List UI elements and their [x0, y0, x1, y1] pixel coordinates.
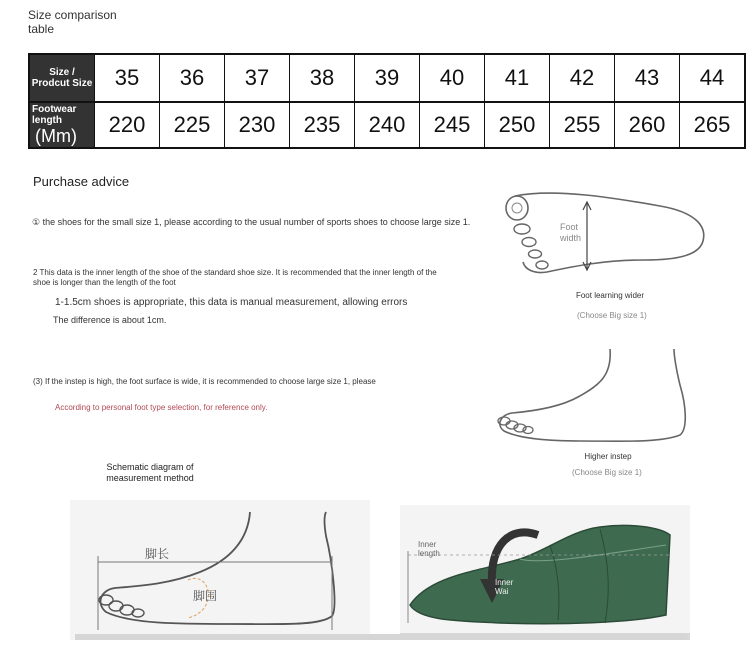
inner-length-label: Inner length — [418, 540, 440, 558]
caption-choose-big-1: (Choose Big size 1) — [577, 311, 647, 320]
caption-foot-wider: Foot learning wider — [575, 291, 645, 300]
foot-width-label: Foot width — [560, 222, 582, 243]
size-header-cell: Size / Prodcut Size — [30, 55, 94, 101]
length-cell: 245 — [419, 101, 484, 147]
page-title: Size comparison table — [28, 8, 117, 36]
size-cell: 43 — [614, 55, 679, 101]
size-cell: 42 — [549, 55, 614, 101]
advice-note-6: According to personal foot type selection, for reference only. — [55, 403, 268, 412]
length-cell: 230 — [224, 101, 289, 147]
length-cell: 235 — [289, 101, 354, 147]
length-header-cell — [30, 101, 94, 147]
size-cell: 41 — [484, 55, 549, 101]
foot-length-label: 脚长 — [145, 547, 170, 561]
length-header-unit: (Mm) — [35, 125, 77, 146]
size-cell: 35 — [94, 55, 159, 101]
caption-choose-big-2: (Choose Big size 1) — [572, 468, 642, 477]
size-table — [28, 53, 746, 149]
diagram-title: Schematic diagram of measurement method — [106, 462, 194, 483]
length-cell: 220 — [94, 101, 159, 147]
foot-top-view-illustration — [495, 186, 715, 278]
foot-circumference-label: 脚围 — [193, 589, 218, 603]
size-cell: 37 — [224, 55, 289, 101]
size-cell: 38 — [289, 55, 354, 101]
size-cell: 36 — [159, 55, 224, 101]
advice-note-5: (3) If the instep is high, the foot surface is wide, it is recommended to choose large size 1, please — [33, 377, 376, 386]
inner-wai-label: Inner Wai — [495, 578, 514, 596]
length-header-label: Footwear length — [32, 103, 77, 126]
length-cell: 250 — [484, 101, 549, 147]
size-cell: 44 — [679, 55, 744, 101]
length-cell: 225 — [159, 101, 224, 147]
bottom-divider — [75, 634, 687, 640]
caption-higher-instep: Higher instep — [584, 452, 632, 461]
advice-note-3: 1-1.5cm shoes is appropriate, this data is manual measurement, allowing errors — [55, 297, 408, 308]
advice-note-2: 2 This data is the inner length of the shoe of the standard shoe size. It is recommended that the inner length of the shoe is longer than the length of the foot — [33, 268, 437, 287]
length-cell: 265 — [679, 101, 744, 147]
size-cell: 39 — [354, 55, 419, 101]
advice-note-1: ① the shoes for the small size 1, please according to the usual number of sports shoes to choose large size 1. — [32, 217, 471, 227]
shoe-last-illustration — [400, 505, 690, 640]
length-cell: 240 — [354, 101, 419, 147]
length-cell: 260 — [614, 101, 679, 147]
foot-side-view-illustration — [490, 345, 700, 445]
advice-title: Purchase advice — [33, 174, 130, 189]
size-cell: 40 — [419, 55, 484, 101]
advice-note-4: The difference is about 1cm. — [53, 315, 167, 325]
length-cell: 255 — [549, 101, 614, 147]
foot-measurement-diagram — [70, 500, 370, 640]
